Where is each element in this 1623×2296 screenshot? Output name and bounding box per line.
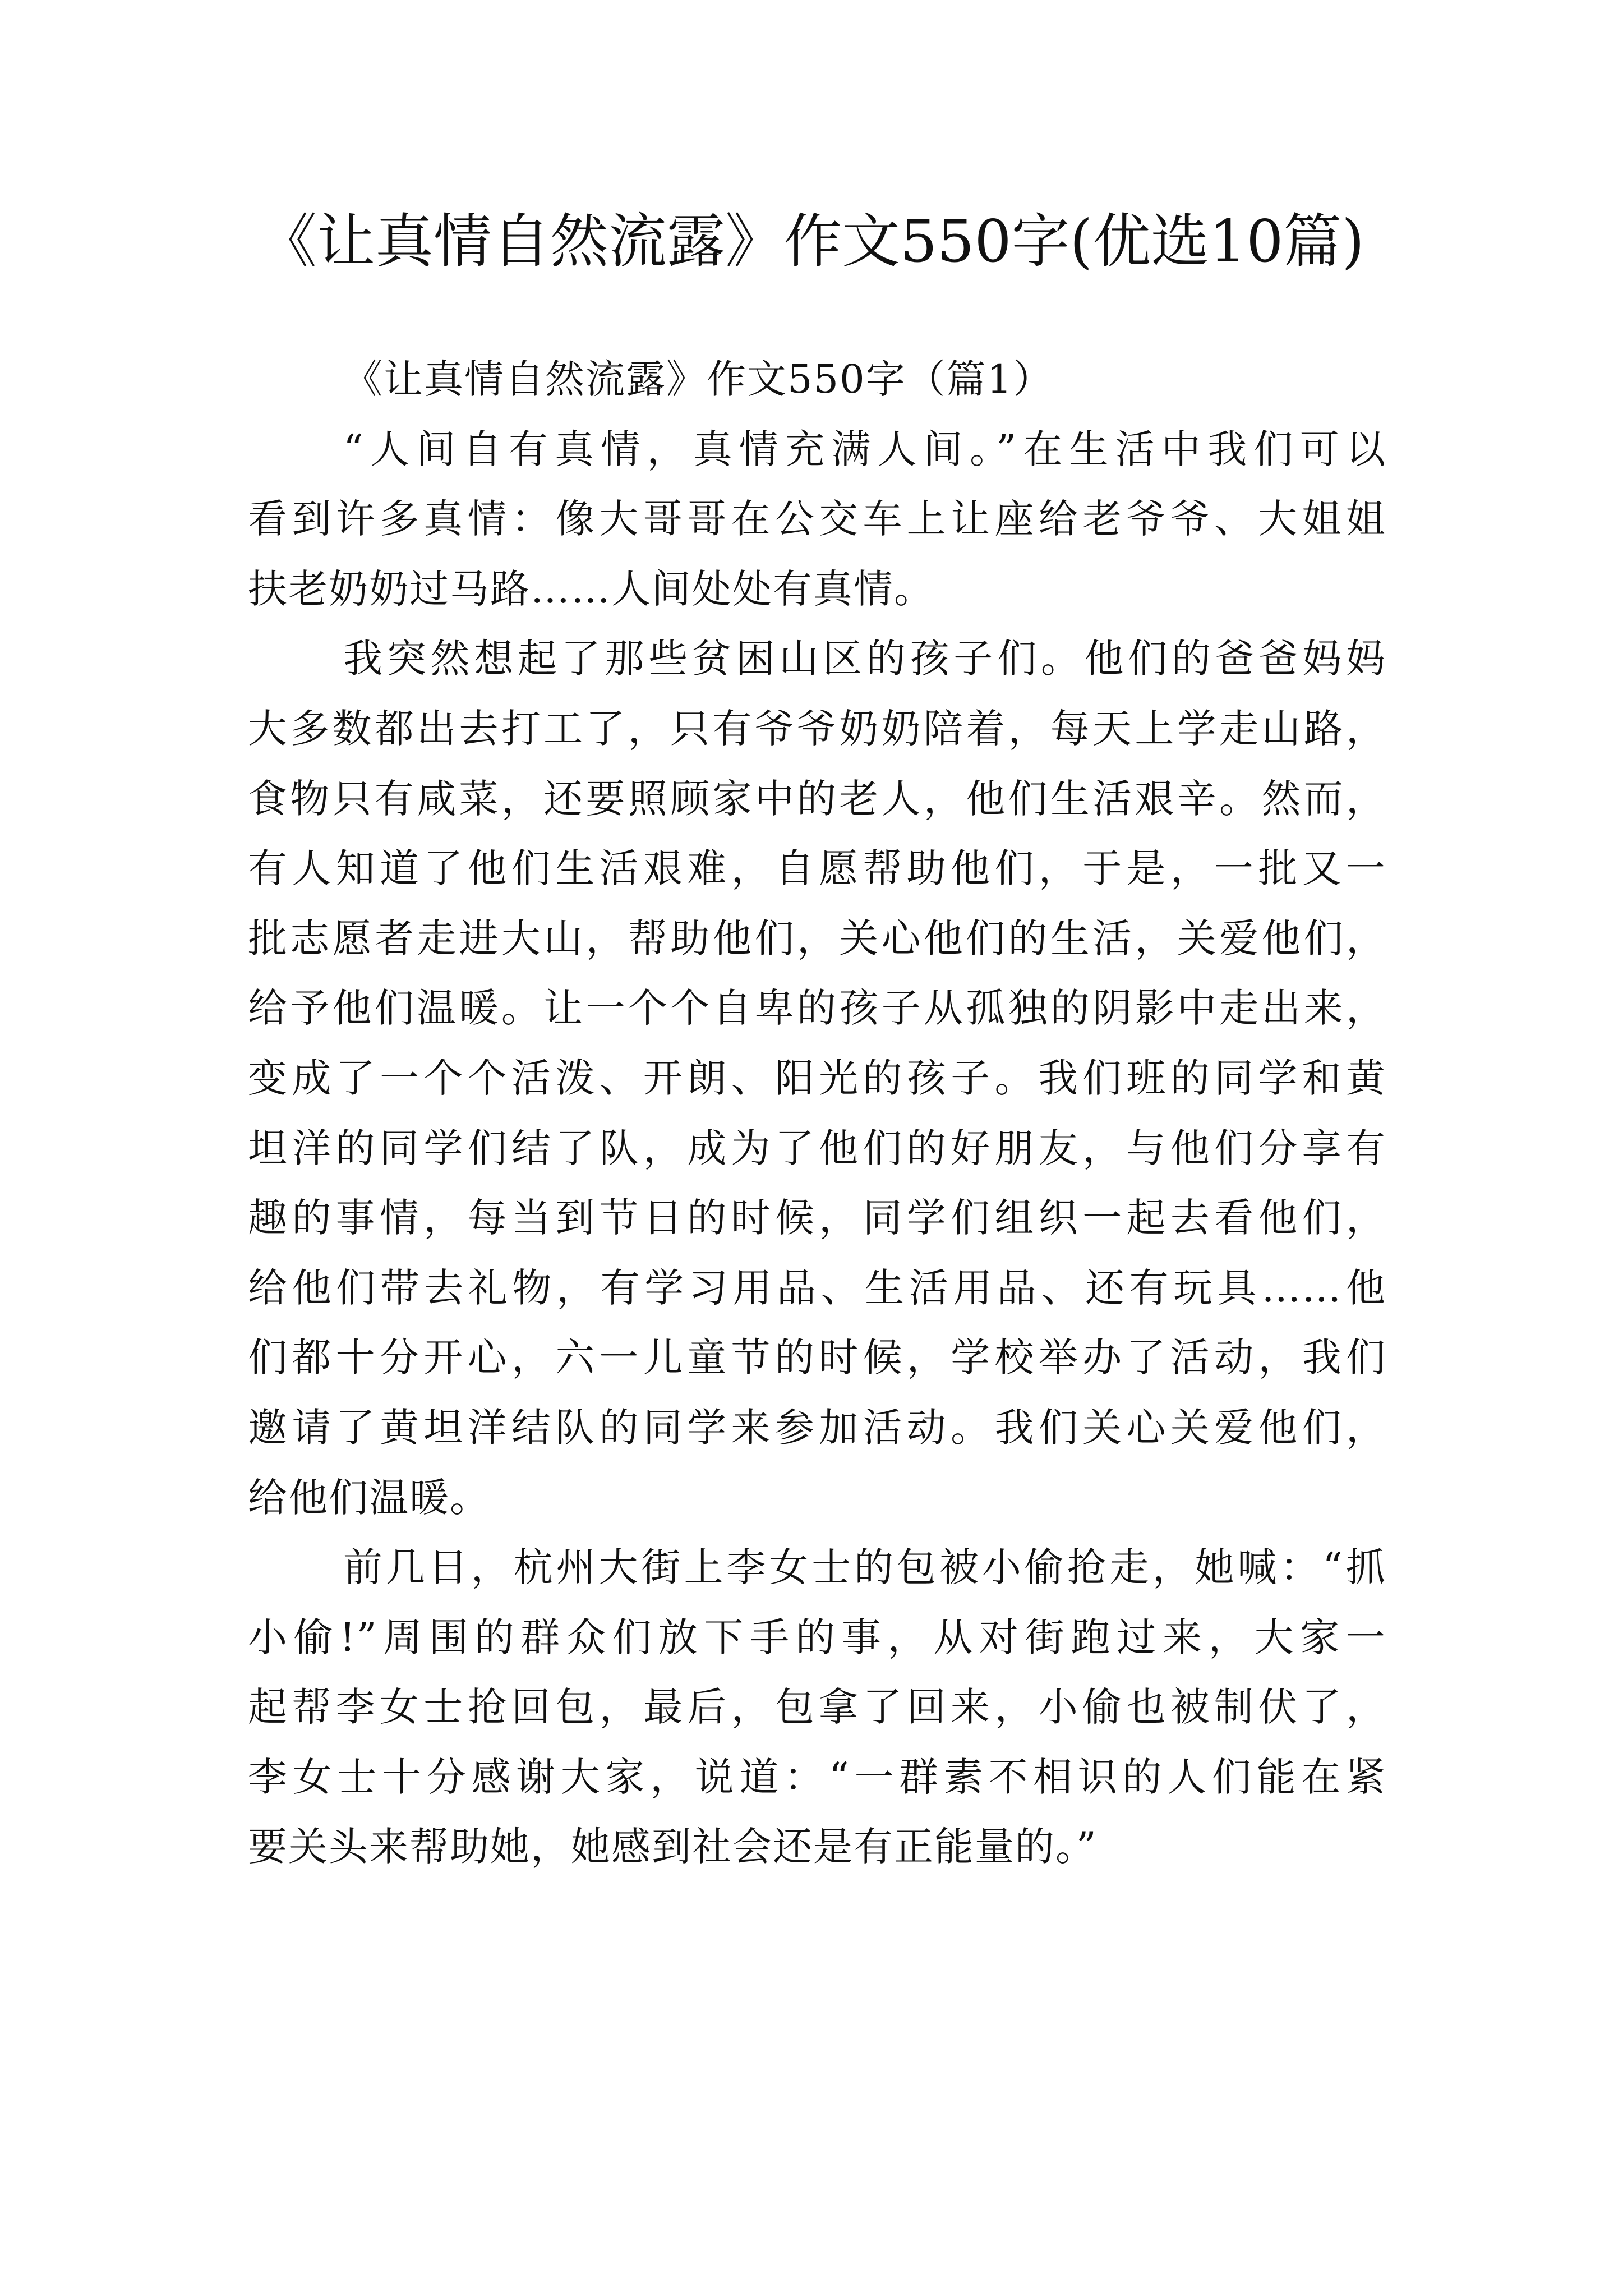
text-line: “人间自有真情，真情充满人间。”在生活中我们可以: [343, 426, 1386, 472]
text-line: 要关头来帮助她，她感到社会还是有正能量的。”: [248, 1824, 1098, 1870]
text-line: 食物只有咸菜，还要照顾家中的老人，他们生活艰辛。然而，: [248, 775, 1386, 822]
text-line: 李女士十分感谢大家，说道：“一群素不相识的人们能在紧: [248, 1754, 1386, 1800]
text-line: 前几日，杭州大街上李女士的包被小偷抢走，她喊：“抓: [343, 1544, 1386, 1591]
text-line: 看到许多真情：像大哥哥在公交车上让座给老爷爷、大姐姐: [248, 496, 1386, 542]
text-line: 我突然想起了那些贫困山区的孩子们。他们的爸爸妈妈: [343, 636, 1386, 682]
text-line: 起帮李女士抢回包，最后，包拿了回来，小偷也被制伏了，: [248, 1684, 1386, 1731]
text-line: 给他们温暖。: [248, 1474, 490, 1521]
text-line: 们都十分开心，六一儿童节的时候，学校举办了活动，我们: [248, 1335, 1386, 1381]
text-line: 给予他们温暖。让一个个自卑的孩子从孤独的阴影中走出来，: [248, 985, 1386, 1032]
text-line: 变成了一个个活泼、开朗、阳光的孩子。我们班的同学和黄: [248, 1055, 1386, 1101]
document-body: [248, 344, 1386, 1882]
document-title: 《让真情自然流露》作文550字(优选10篇): [259, 207, 1364, 275]
text-line: 邀请了黄坦洋结队的同学来参加活动。我们关心关爱他们，: [248, 1404, 1386, 1451]
text-line: 给他们带去礼物，有学习用品、生活用品、还有玩具……他: [248, 1264, 1386, 1311]
text-line: 大多数都出去打工了，只有爷爷奶奶陪着，每天上学走山路，: [248, 705, 1386, 752]
text-line: 小偷!”周围的群众们放下手的事，从对街跑过来，大家一: [248, 1614, 1386, 1660]
text-line: 扶老奶奶过马路……人间处处有真情。: [248, 565, 934, 612]
text-line: 批志愿者走进大山，帮助他们，关心他们的生活，关爱他们，: [248, 915, 1386, 961]
text-line: 趣的事情，每当到节日的时候，同学们组织一起去看他们，: [248, 1195, 1386, 1241]
text-line: 坦洋的同学们结了队，成为了他们的好朋友，与他们分享有: [248, 1125, 1386, 1171]
text-line: 《让真情自然流露》作文550字（篇1）: [343, 356, 1054, 402]
text-line: 有人知道了他们生活艰难，自愿帮助他们，于是，一批又一: [248, 845, 1386, 892]
